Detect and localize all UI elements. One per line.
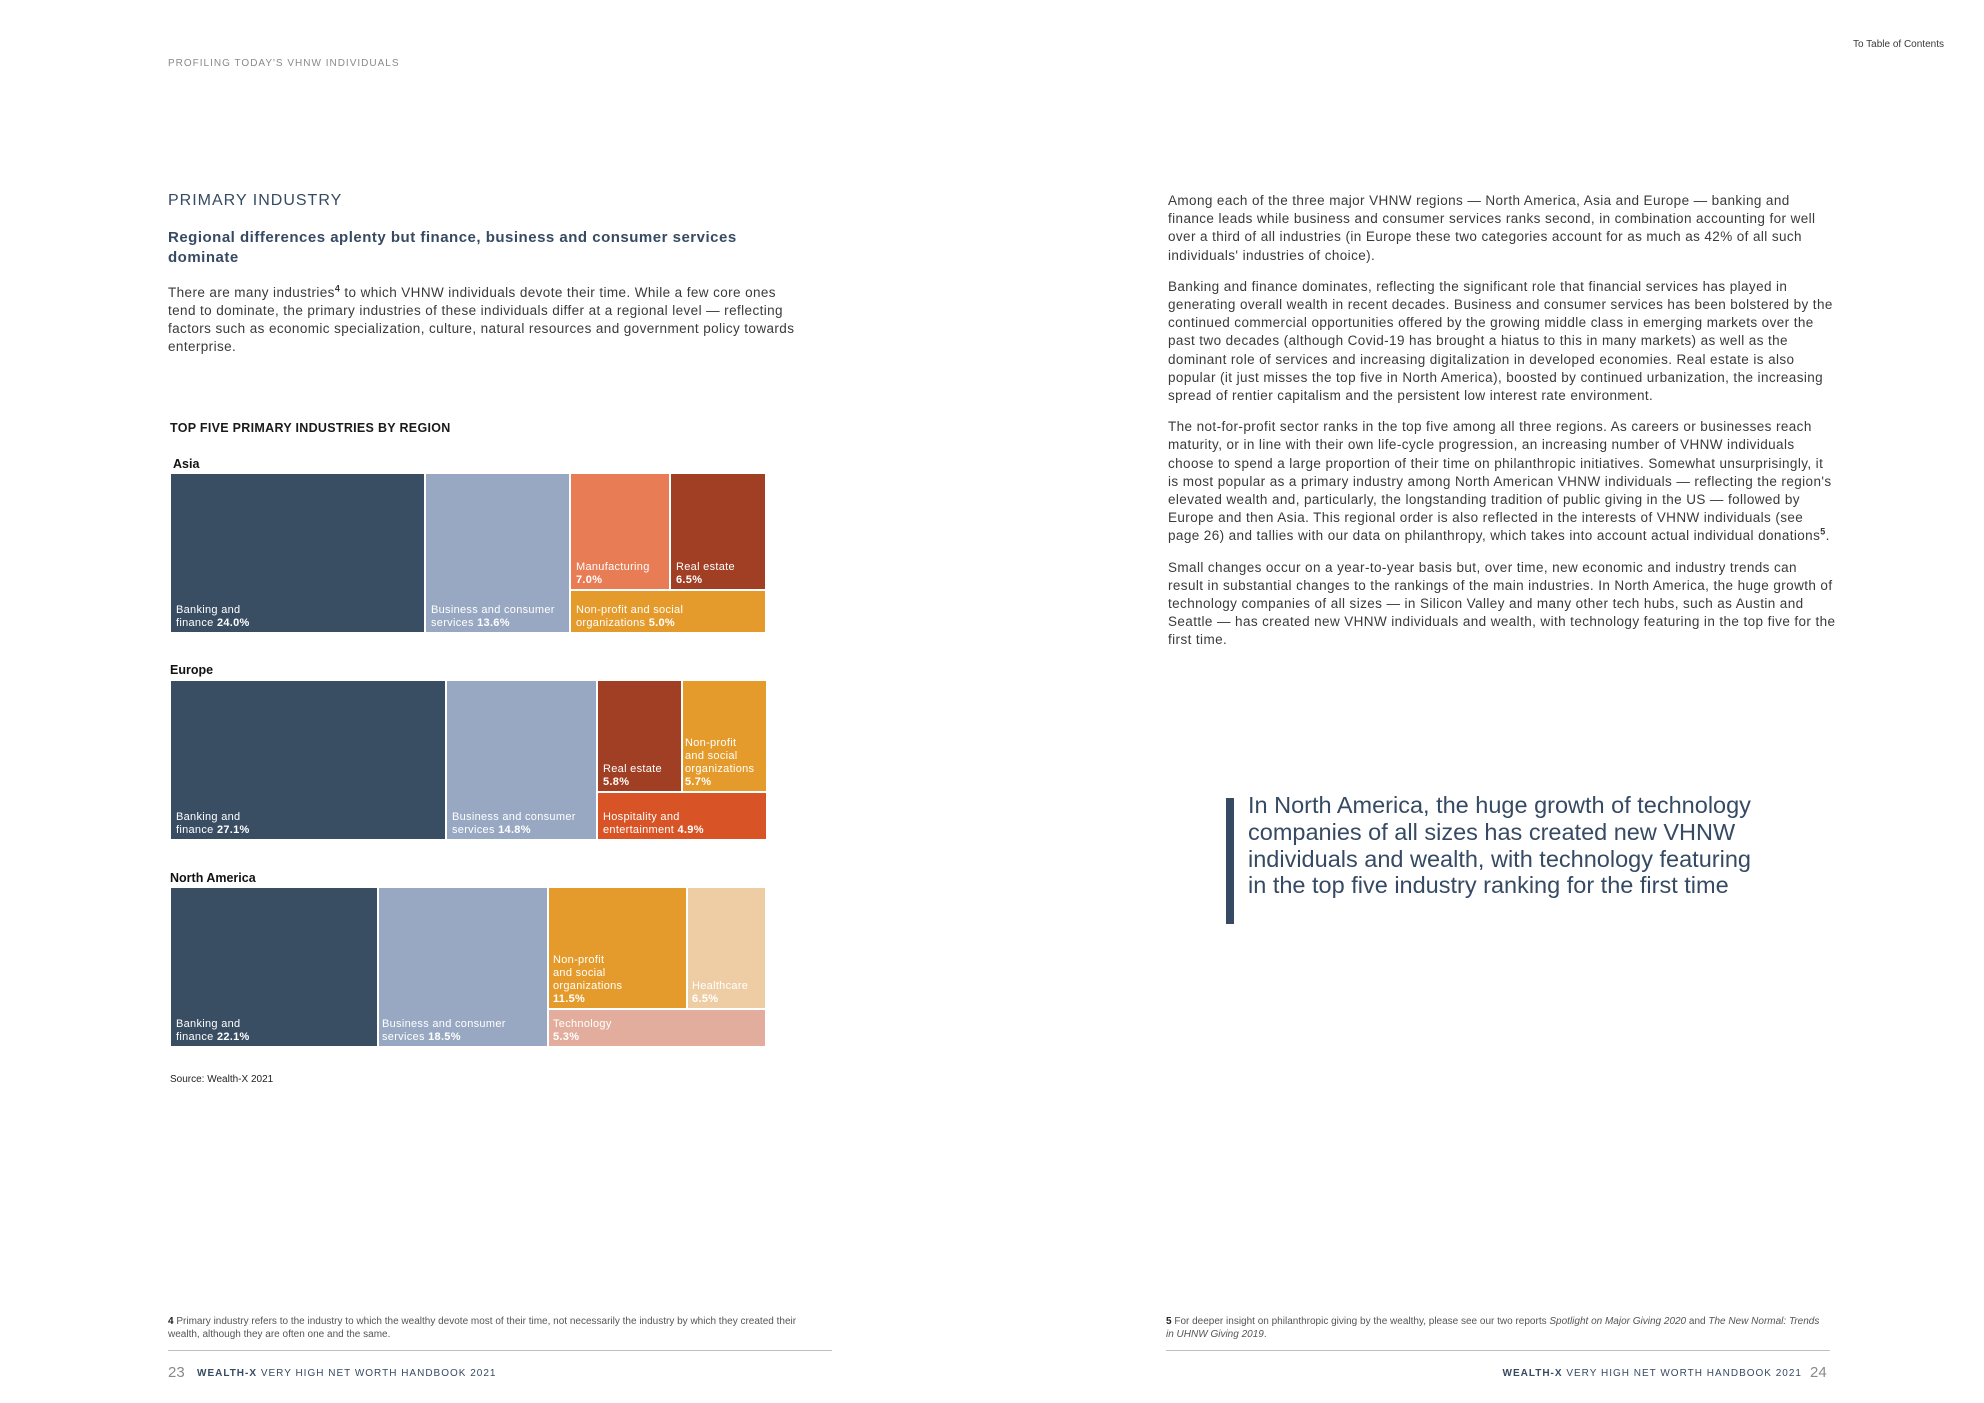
footer-title-right: WEALTH-X VERY HIGH NET WORTH HANDBOOK 2021 [1502, 1368, 1802, 1379]
tile-label: Business and consumer services 18.5% [382, 1018, 506, 1043]
footnote-5: 5 For deeper insight on philanthropic giving by the wealthy, please see our two reports Spotlight on Major Giving 2020 and The New Normal: Trends in UHNW Giving 2019. [1166, 1316, 1820, 1340]
tile-label: Real estate 6.5% [676, 561, 735, 586]
tile-asia-banking [170, 473, 425, 633]
tile-label: Technology 5.3% [553, 1018, 612, 1043]
tile-label: Banking and finance 27.1% [176, 811, 250, 836]
footer-divider [168, 1350, 832, 1351]
treemap-asia [170, 473, 766, 633]
intro-text-start: There are many industries [168, 285, 335, 300]
tile-label: Banking and finance 22.1% [176, 1018, 250, 1043]
tile-europe-banking [170, 680, 446, 840]
paragraph-3: The not-for-profit sector ranks in the top five among all three regions. As careers or businesses reach maturity, or in line with their own life-cycle progression, an increasing number of VHNW individuals choose to spend a large proportion of their time on philanthropic initiatives. Somewhat unsurprisingly, it is most popular as a primary industry among North American VHNW individuals — reflecting the region's elevated wealth and, particularly, the longstanding tradition of public giving in the US — followed by Europe and then Asia. This regional order is also reflected in the interests of VHNW individuals (see page 26) and tallies with our data on philanthropy, which takes into account actual individual donations$^5$. [1168, 419, 1832, 544]
footnote-ref-4[interactable]: 4 [334, 283, 341, 294]
tile-asia-nonprofit [570, 590, 766, 633]
tile-label: Manufacturing 7.0% [576, 561, 650, 586]
table-of-contents-link[interactable]: To Table of Contents [1853, 39, 1944, 50]
tile-label: Non-profit and social organizations 5.0% [576, 604, 684, 629]
region-label-europe: Europe [170, 663, 214, 677]
pull-quote: In North America, the huge growth of technology companies of all sizes has created new VHNW individuals and wealth, with technology featuring in the top five industry ranking for the first time [1248, 792, 1751, 899]
tile-label: Business and consumer services 13.6% [431, 604, 555, 629]
chart-title: TOP FIVE PRIMARY INDUSTRIES BY REGION [170, 421, 451, 435]
tile-label: Healthcare 6.5% [692, 980, 749, 1005]
tile-label: Non-profit and social organizations 5.7% [685, 737, 755, 788]
tile-europe-business [446, 680, 597, 840]
page-number-left: 23 [168, 1364, 185, 1381]
footer-title-left: WEALTH-X VERY HIGH NET WORTH HANDBOOK 2021 [197, 1368, 497, 1379]
tile-na-nonprofit [548, 887, 687, 1009]
body-text [1168, 192, 1836, 663]
treemap-europe [170, 680, 767, 840]
tile-europe-real-estate [597, 680, 682, 792]
paragraph-1: Among each of the three major VHNW regions — North America, Asia and Europe — banking and finance leads while business and consumer services ranks second, in combination accounting for well over a third of all industries (in Europe these two categories account for as much as 42% of all such individuals' industries of choice). [1168, 193, 1816, 263]
tile-label: Non-profit and social organizations 11.5% [553, 954, 623, 1005]
footnote-4: 4 Primary industry refers to the industry to which the wealthy devote most of their time, not necessarily the industry by which they created their wealth, although they are often one and the same. [168, 1316, 797, 1340]
region-label-north-america: North America [170, 871, 256, 885]
tile-label: Real estate 5.8% [603, 763, 662, 788]
intro-paragraph [168, 284, 804, 356]
intro-text-end: to which VHNW individuals devote their time. While a few core ones tend to dominate, the primary industries of these individuals differ at a regional level — reflecting factors such as economic specialization, culture, natural resources and government policy towards enterprise. [168, 285, 795, 354]
tile-label: Banking and finance 24.0% [176, 604, 250, 629]
page-heading: PRIMARY INDUSTRY [168, 192, 343, 209]
tile-na-banking [170, 887, 378, 1047]
section-label: PROFILING TODAY'S VHNW INDIVIDUALS [168, 58, 400, 69]
tile-asia-real-estate [670, 473, 766, 590]
pull-quote-bar [1226, 798, 1234, 924]
chart-source: Source: Wealth-X 2021 [170, 1074, 274, 1085]
page-number-right: 24 [1810, 1364, 1827, 1381]
tile-na-healthcare [687, 887, 766, 1009]
tile-na-business [378, 887, 548, 1047]
tile-na-technology [548, 1009, 766, 1047]
page-subheading: Regional differences aplenty but finance, business and consumer services dominate [168, 229, 737, 266]
tile-europe-hospitality [597, 792, 767, 840]
paragraph-2: Banking and finance dominates, reflecting the significant role that financial services has played in generating overall wealth in recent decades. Business and consumer services has been bolstered by the continued commercial opportunities offered by the growing middle class in emerging markets over the past two decades (although Covid-19 has brought a hiatus to this in many markets) as well as the dominant role of services and increasing digitalization in developed economies. Real estate is also popular (it just misses the top five in North America), boosted by continued urbanization, the increasing spread of rentier capitalism and the persistent low interest rate environment. [1168, 278, 1833, 404]
tile-label: Hospitality and entertainment 4.9% [603, 811, 704, 836]
tile-europe-nonprofit [682, 680, 767, 792]
tile-label: Business and consumer services 14.8% [452, 811, 576, 836]
tile-asia-manufacturing [570, 473, 670, 590]
tile-asia-business [425, 473, 570, 633]
footnote-ref-5[interactable]: 5 [1820, 526, 1826, 537]
footer-divider [1166, 1350, 1830, 1351]
treemap-north-america [170, 887, 766, 1047]
paragraph-4: Small changes occur on a year-to-year basis but, over time, new economic and industry trends can result in substantial changes to the rankings of the main industries. In North America, the huge growth of technology companies of all sizes — in Silicon Valley and many other tech hubs, such as Austin and Seattle — has created new VHNW individuals and wealth, with technology featuring in the top five for the first time. [1168, 559, 1836, 648]
region-label-asia: Asia [173, 457, 200, 471]
